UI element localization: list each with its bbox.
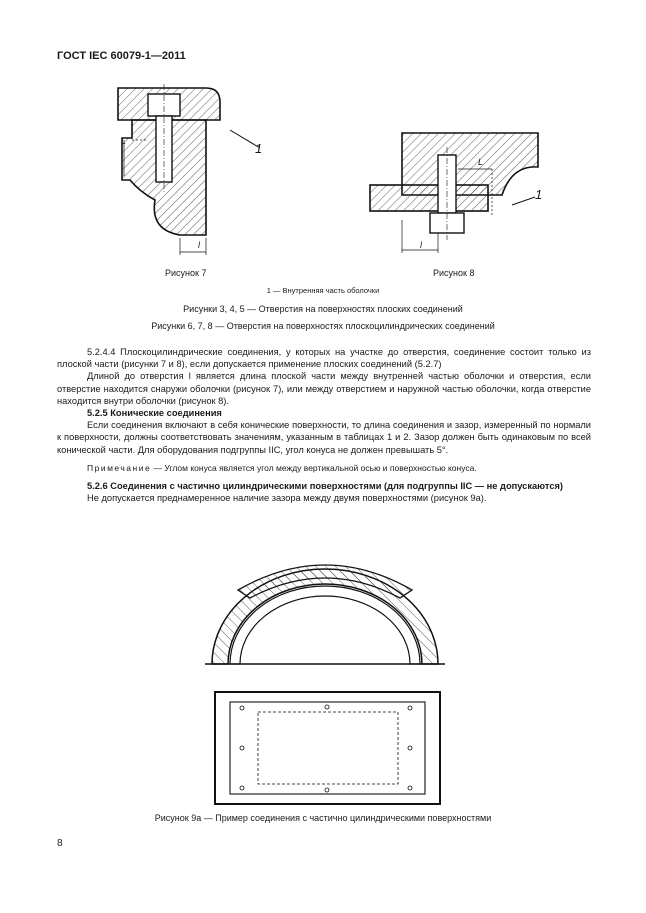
figure-9a-drawing [200, 550, 450, 810]
fig8-caption: Рисунок 8 [433, 268, 475, 278]
note-label: Примечание [87, 462, 152, 473]
document-code: ГОСТ IEC 60079-1—2011 [57, 50, 186, 62]
paragraph-length-definition: Длиной до отверстия l является длина плоской части между внутренней частью оболочки и отверстия, если отверстие находится снаружи оболочки (рисунок 7), или между отверстием и наружной частью оболочки, когда отверстие находится внутри оболочки (рисунок 8). [57, 371, 591, 406]
fig7-callout-number: 1 [255, 141, 263, 156]
fig8-callout-number: 1 [535, 187, 543, 202]
note-text: — Углом конуса является угол между вертикальной осью и поверхностью конуса. [151, 462, 477, 473]
heading-5-2-6: 5.2.6 Соединения с частично цилиндрическими поверхностями (для подгруппы IIC — не допускаются) [87, 481, 564, 492]
heading-5-2-5: 5.2.5 Конические соединения [87, 408, 222, 419]
fig8-label-l: l [420, 240, 422, 250]
figure-9a-caption: Рисунок 9а — Пример соединения с частично цилиндрическими поверхностями [154, 813, 492, 823]
figure-legend: 1 — Внутренняя часть оболочки [266, 286, 380, 295]
caption-figures-6-8: Рисунки 6, 7, 8 — Отверстия на поверхностях плоскоцилиндрических соединений [151, 321, 495, 331]
figure-8-drawing [370, 125, 550, 260]
caption-figures-3-5: Рисунки 3, 4, 5 — Отверстия на поверхностях плоских соединений [183, 304, 463, 314]
fig7-label-L: L [121, 136, 127, 146]
figure-7-drawing [110, 80, 285, 260]
page-number: 8 [57, 838, 63, 849]
paragraph-5-2-4-4: 5.2.4.4 Плоскоцилиндрические соединения, у которых на участке до отверстия, соединение состоит только из плоской части (рисунки 7 и 8), если допускается применение плоских соединений (5.2.7) [57, 347, 591, 370]
fig7-label-l: l [198, 240, 200, 250]
note [57, 462, 591, 474]
fig8-label-L: L [478, 157, 484, 167]
paragraph-conical-joints: Если соединения включают в себя конические поверхности, то длина соединения и зазор, измеренный по нормали к поверхности, должны соответствовать значениям, указанным в таблицах 1 и 2. Зазор должен быть одинаковым по всей конической части. Для оборудования подгруппы IIC, угол конуса не должен превышать 5°. [57, 420, 591, 455]
fig7-caption: Рисунок 7 [165, 268, 207, 278]
paragraph-no-gap: Не допускается преднамеренное наличие зазора между двумя поверхностями (рисунок 9а). [87, 493, 487, 504]
